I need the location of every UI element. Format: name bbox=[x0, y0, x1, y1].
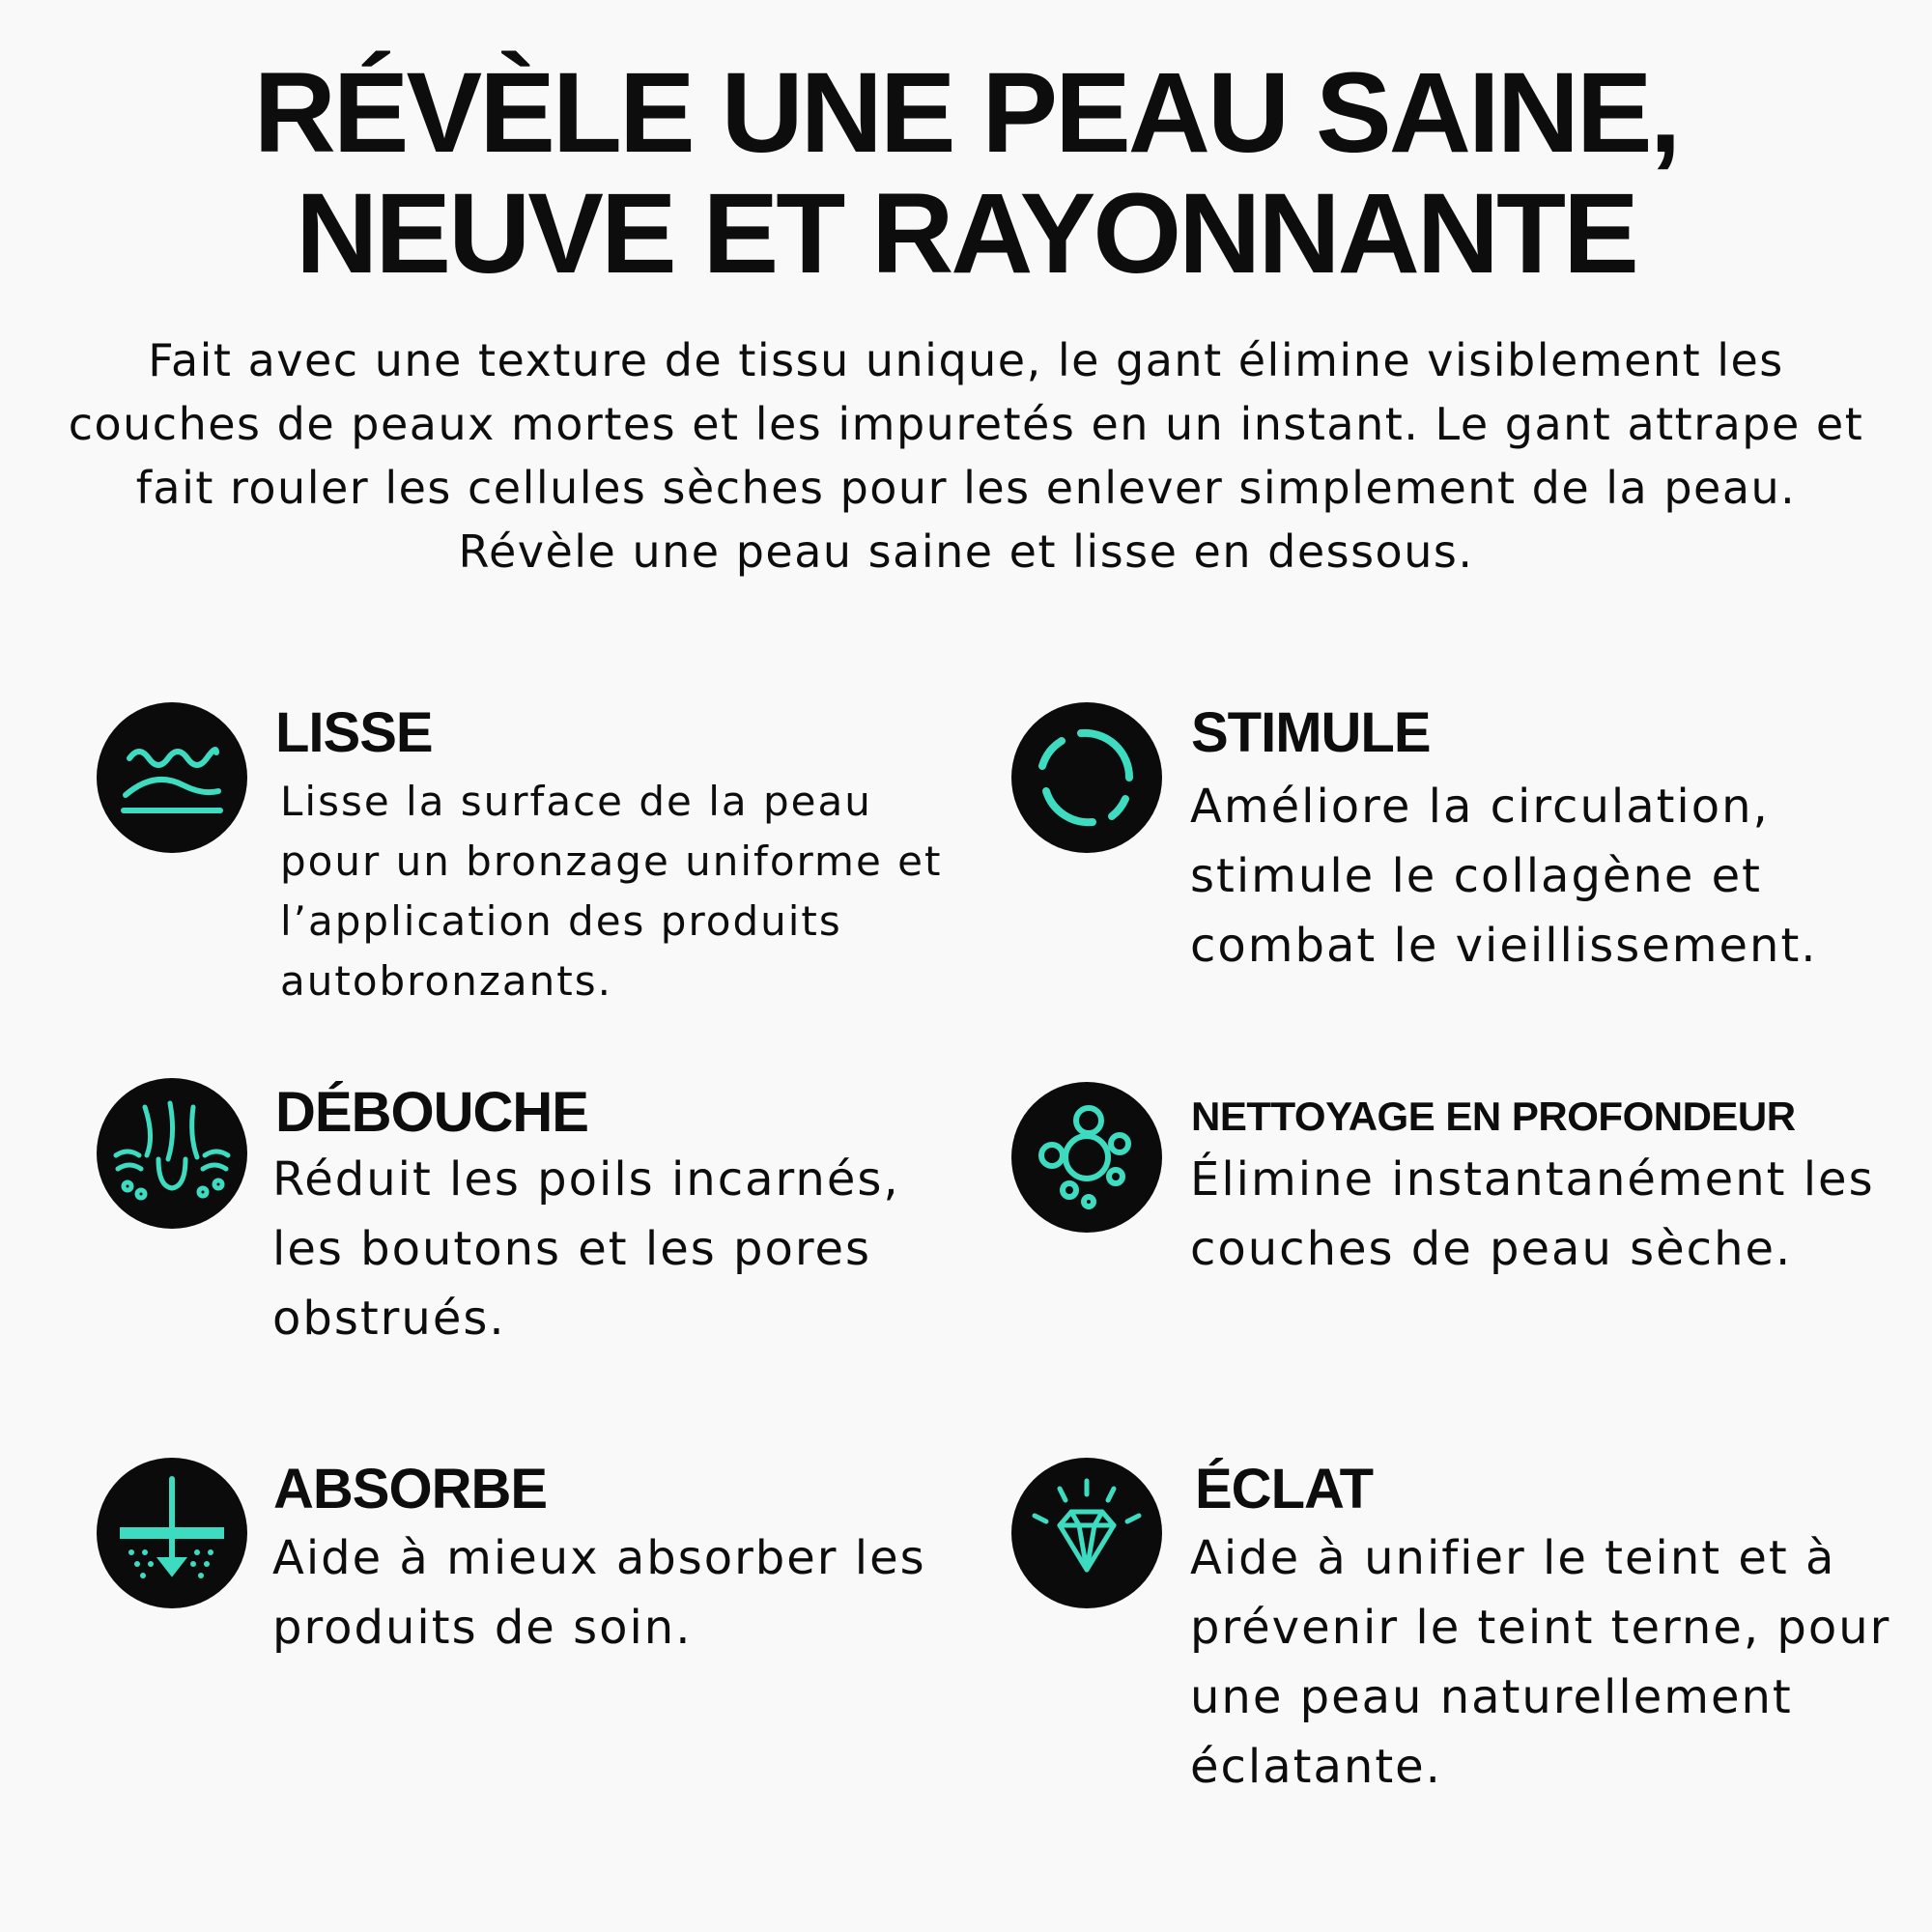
headline-line-2: NEUVE ET RAYONNANTE bbox=[296, 170, 1636, 298]
feature-description: Réduit les poils incarnés, les boutons et les pores obstrués. bbox=[272, 1152, 900, 1346]
absorb-arrow-icon bbox=[97, 1458, 247, 1608]
feature-description: Aide à mieux absorber les produits de soin. bbox=[272, 1531, 926, 1655]
diamond-icon bbox=[1011, 1458, 1162, 1608]
bubbles-icon bbox=[1011, 1082, 1162, 1233]
feature-title: LISSE bbox=[275, 701, 433, 764]
feature-title: DÉBOUCHE bbox=[275, 1081, 588, 1144]
feature-title: ÉCLAT bbox=[1195, 1458, 1374, 1520]
hair-follicle-icon bbox=[97, 1078, 247, 1229]
feature-description: Lisse la surface de la peau pour un bronzage uniforme et l’application des produits autobronzants. bbox=[280, 778, 943, 1005]
feature-title: ABSORBE bbox=[273, 1458, 548, 1520]
feature-description: Aide à unifier le teint et à prévenir le teint terne, pour une peau naturellement éclatante. bbox=[1190, 1531, 1891, 1794]
headline bbox=[0, 49, 1932, 298]
waves-icon bbox=[97, 702, 247, 853]
feature-description: Élimine instantanément les couches de peau sèche. bbox=[1190, 1152, 1875, 1276]
headline-line-1: RÉVÈLE UNE PEAU SAINE, bbox=[253, 49, 1679, 177]
feature-title: NETTOYAGE EN PROFONDEUR bbox=[1191, 1094, 1796, 1139]
intro-paragraph: Fait avec une texture de tissu unique, le gant élimine visiblement les couches de peaux mortes et les impuretés en un instant. Le gant attrape et fait rouler les cellules sèches pour les enlever simplement de la peau. Révèle une peau saine et lisse en dessous. bbox=[68, 334, 1864, 578]
feature-title: STIMULE bbox=[1191, 701, 1431, 764]
circulation-icon bbox=[1011, 702, 1162, 853]
feature-description: Améliore la circulation, stimule le collagène et combat le vieillissement. bbox=[1190, 780, 1818, 973]
